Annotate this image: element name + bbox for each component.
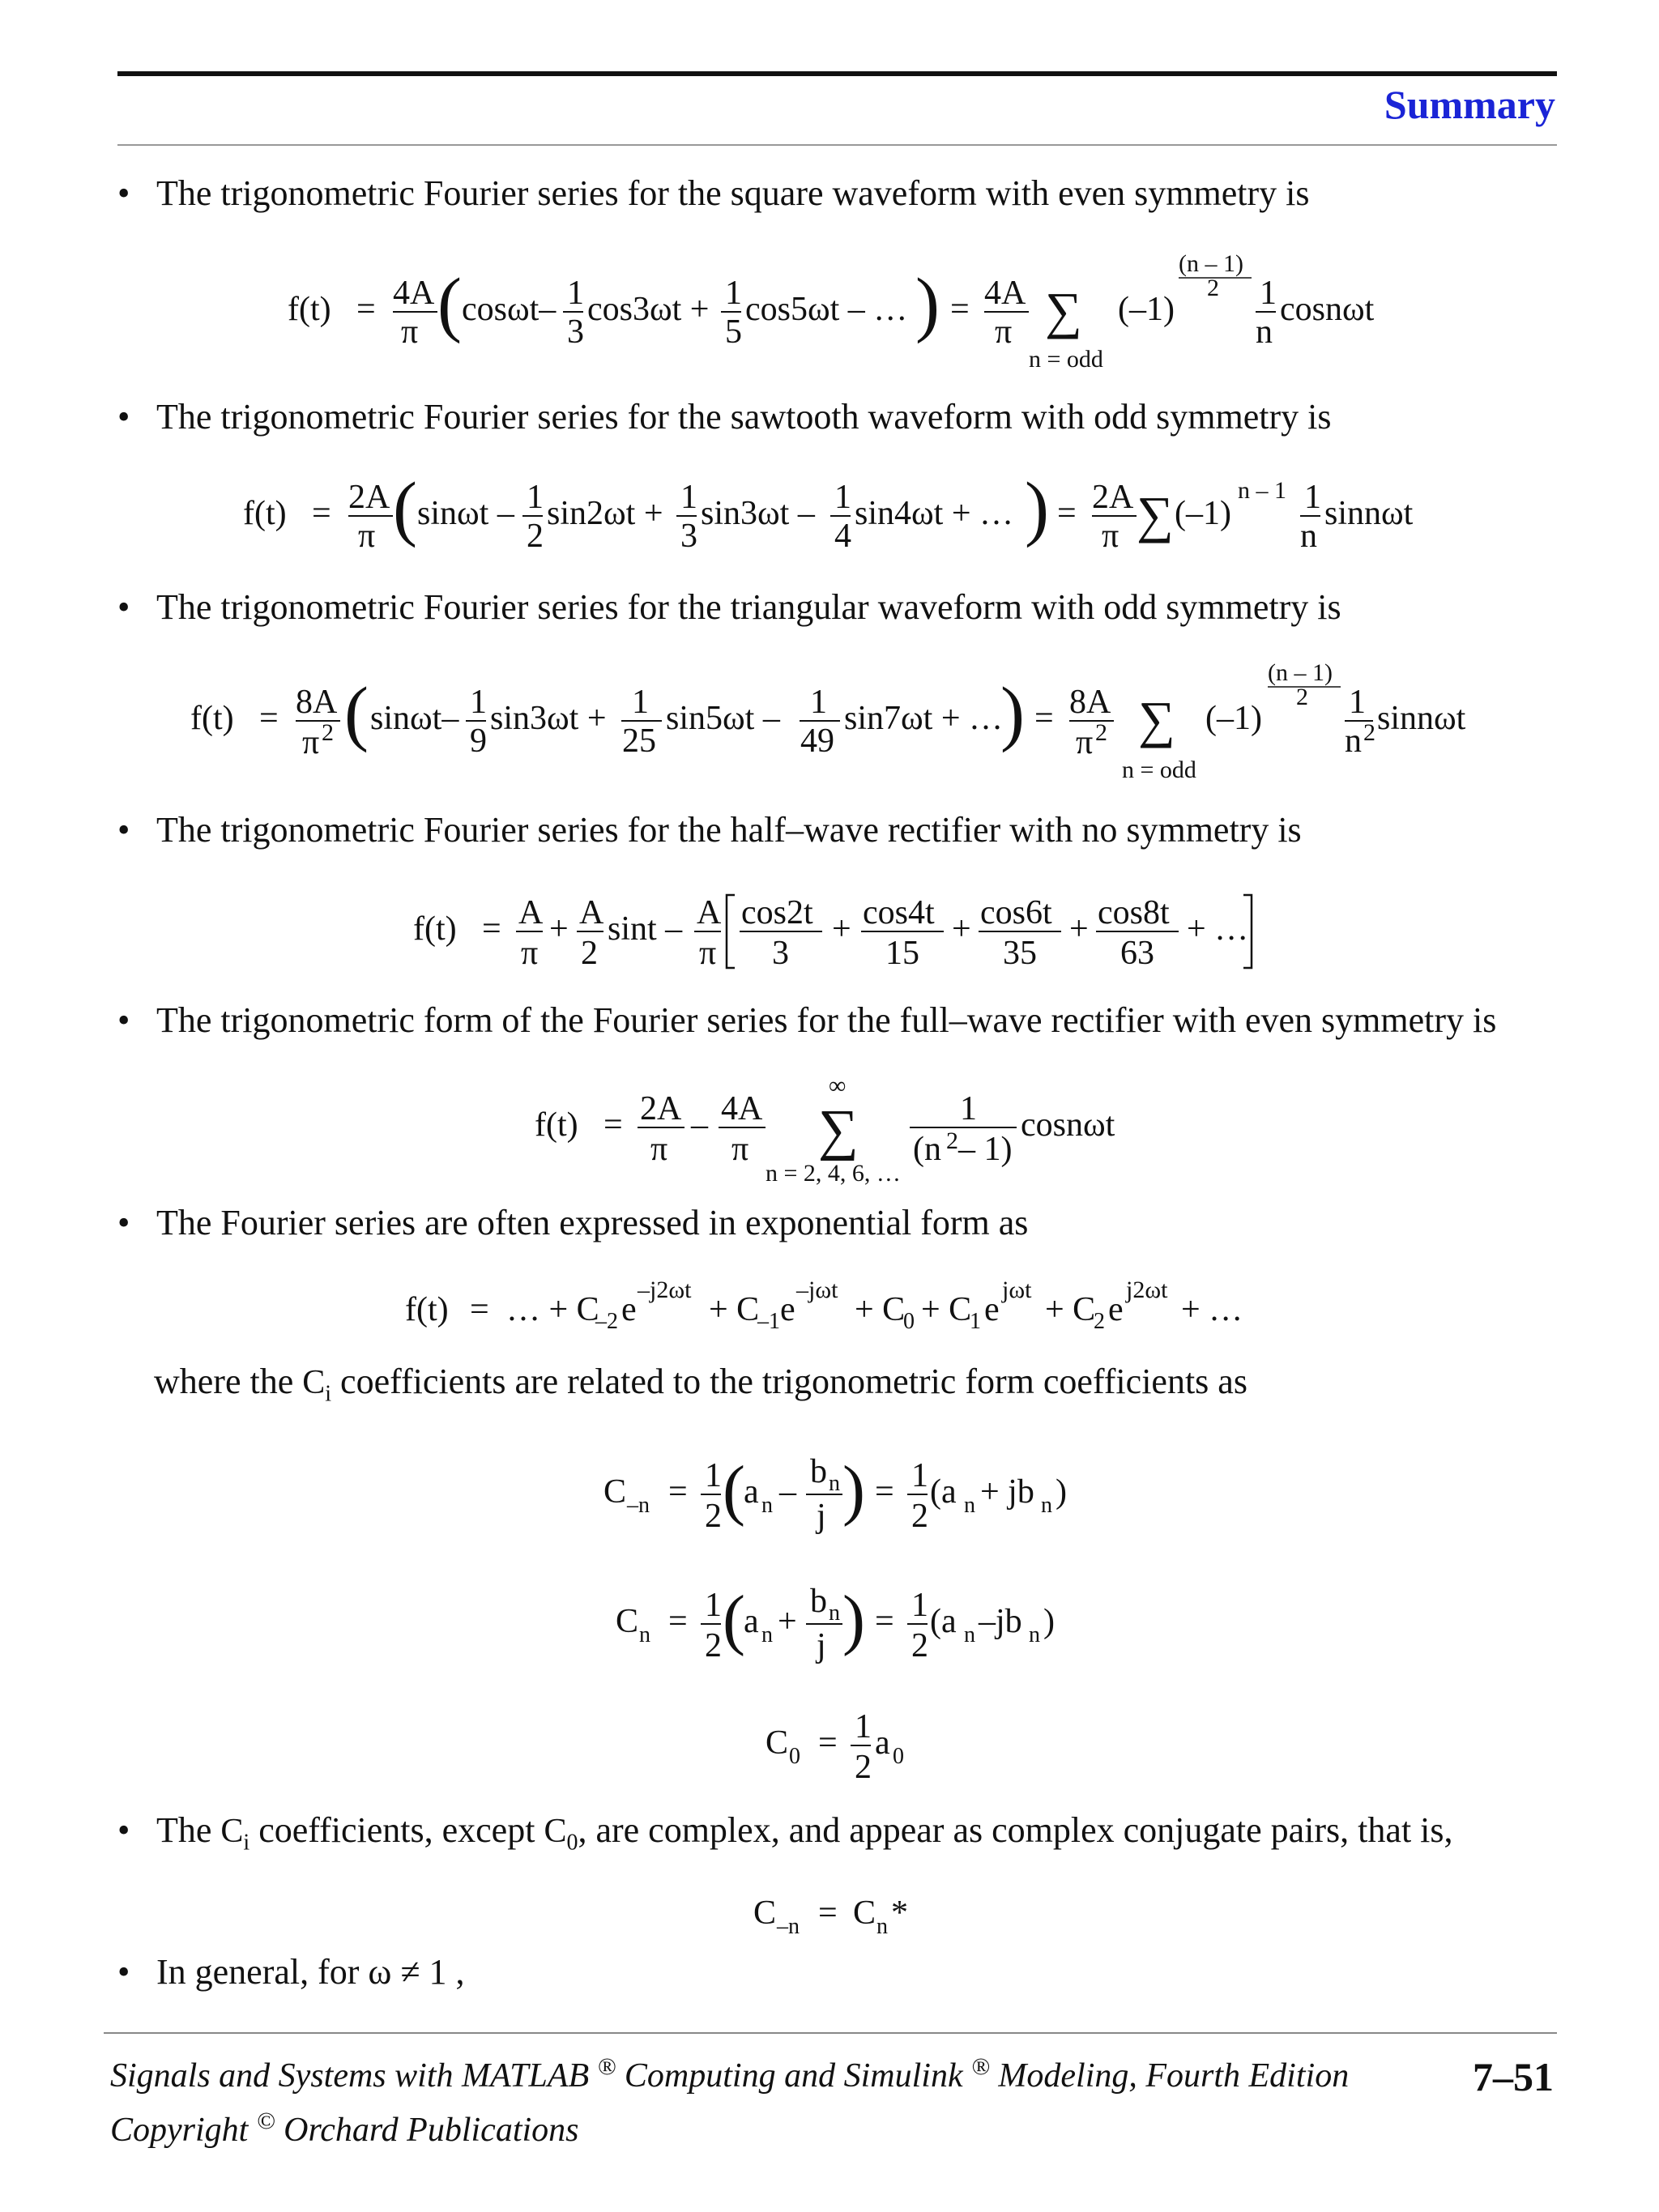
svg-text:–n: –n xyxy=(777,1914,800,1939)
svg-text:15: 15 xyxy=(885,935,919,972)
bullet-text xyxy=(156,1952,465,1993)
svg-text:sin3ωt –: sin3ωt – xyxy=(701,495,815,532)
svg-text:cos3ωt +: cos3ωt + xyxy=(587,291,710,328)
top-rule xyxy=(117,71,1557,76)
publisher-name: Orchard Publications xyxy=(284,2112,579,2149)
svg-text:+ C: + C xyxy=(855,1291,906,1328)
svg-text:=: = xyxy=(259,700,279,737)
svg-text:f(t): f(t) xyxy=(535,1106,578,1144)
svg-text:=: = xyxy=(875,1473,894,1511)
svg-text:π: π xyxy=(1076,724,1094,761)
svg-text:sin5ωt –: sin5ωt – xyxy=(666,700,780,737)
svg-text:A: A xyxy=(579,894,604,931)
svg-text:n: n xyxy=(639,1622,650,1647)
svg-text:n: n xyxy=(964,1622,975,1647)
omega-condition: ω ≠ 1 , xyxy=(368,1952,465,1992)
svg-text:(: ( xyxy=(437,264,462,344)
svg-text:cosnωt: cosnωt xyxy=(1021,1106,1115,1144)
svg-text:=: = xyxy=(668,1603,688,1640)
svg-text:π: π xyxy=(358,518,376,555)
footer-book-title xyxy=(110,2053,1349,2095)
svg-text:3: 3 xyxy=(680,518,697,555)
footer-title-part1: Signals and Systems with MATLAB xyxy=(110,2057,590,2095)
page-number: 7–51 xyxy=(1473,2054,1554,2099)
svg-text:1: 1 xyxy=(705,1587,722,1624)
svg-text:C: C xyxy=(853,1894,876,1932)
svg-text:1: 1 xyxy=(1349,684,1366,721)
svg-text:f(t): f(t) xyxy=(190,700,234,737)
svg-text:=: = xyxy=(818,1724,838,1762)
svg-text:(–1): (–1) xyxy=(1118,291,1175,328)
svg-text:35: 35 xyxy=(1003,935,1037,972)
svg-text:=: = xyxy=(875,1603,894,1640)
svg-text:∞: ∞ xyxy=(829,1077,847,1099)
svg-text:∑: ∑ xyxy=(1138,691,1175,748)
svg-text:A: A xyxy=(518,894,544,931)
svg-text:a: a xyxy=(875,1724,890,1762)
svg-text:j: j xyxy=(817,1498,826,1535)
svg-text:2: 2 xyxy=(322,719,334,746)
bullet-text: The trigonometric Fourier series for the half–wave rectifier with no symmetry is xyxy=(156,810,1302,850)
registered-icon: ® xyxy=(971,2053,990,2080)
svg-text:25: 25 xyxy=(622,722,656,760)
svg-text:a: a xyxy=(744,1473,759,1511)
svg-text:C: C xyxy=(616,1603,639,1640)
equation-square-wave xyxy=(267,247,1426,385)
svg-text:): ) xyxy=(915,264,940,344)
svg-text:–: – xyxy=(691,1106,708,1144)
svg-text:e: e xyxy=(780,1291,795,1328)
section-title: Summary xyxy=(1384,82,1555,127)
bullet-text: The trigonometric Fourier series for the square waveform with even symmetry is xyxy=(156,173,1310,213)
svg-text:cosωt–: cosωt– xyxy=(462,291,557,328)
footer-copyright xyxy=(110,2108,579,2150)
svg-text:2: 2 xyxy=(1094,1309,1105,1334)
footer-title-part3: Modeling, Fourth Edition xyxy=(998,2057,1350,2095)
svg-text:–2: –2 xyxy=(595,1309,618,1334)
svg-text:+: + xyxy=(549,910,569,948)
svg-text:1: 1 xyxy=(970,1309,981,1334)
svg-text:π: π xyxy=(995,313,1013,351)
svg-text:1: 1 xyxy=(855,1708,872,1745)
equation-conjugate xyxy=(749,1883,936,1948)
svg-text:n = odd: n = odd xyxy=(1029,346,1103,373)
header-divider xyxy=(117,144,1557,146)
svg-text:n – 1: n – 1 xyxy=(1238,477,1286,504)
svg-text:1: 1 xyxy=(1304,479,1321,516)
svg-text:C: C xyxy=(603,1473,627,1511)
svg-text:(: ( xyxy=(393,468,417,548)
svg-text:63: 63 xyxy=(1120,935,1154,972)
svg-text:n = 2, 4, 6, …: n = 2, 4, 6, … xyxy=(766,1160,901,1187)
svg-text:π: π xyxy=(699,935,717,972)
copyright-icon: © xyxy=(256,2108,275,2134)
svg-text:n: n xyxy=(1300,518,1317,555)
svg-text:cos5ωt – …: cos5ωt – … xyxy=(745,291,908,328)
svg-text:2: 2 xyxy=(1207,275,1219,301)
svg-text:2: 2 xyxy=(705,1498,722,1535)
svg-text:n = odd: n = odd xyxy=(1122,757,1196,783)
svg-text:–jωt: –jωt xyxy=(796,1276,838,1303)
svg-text:∑: ∑ xyxy=(1137,486,1174,543)
svg-text:f(t): f(t) xyxy=(413,910,457,948)
svg-text:sin3ωt +: sin3ωt + xyxy=(490,700,607,737)
svg-text:b: b xyxy=(810,1453,827,1490)
svg-text:0: 0 xyxy=(893,1744,904,1769)
svg-text:π: π xyxy=(521,935,539,972)
svg-text:n: n xyxy=(829,1471,840,1496)
svg-text:=: = xyxy=(482,910,501,948)
svg-text:*: * xyxy=(891,1894,908,1932)
svg-text:∑: ∑ xyxy=(1045,282,1082,339)
svg-text:1: 1 xyxy=(632,684,649,721)
bullet-icon: • xyxy=(117,587,130,627)
svg-text:=: = xyxy=(950,291,970,328)
svg-text:4A: 4A xyxy=(721,1090,763,1127)
svg-text:n: n xyxy=(876,1914,888,1939)
svg-text:C: C xyxy=(753,1894,777,1932)
svg-text:=: = xyxy=(356,291,376,328)
svg-text:1: 1 xyxy=(567,275,584,312)
svg-text:–j2ωt: –j2ωt xyxy=(638,1276,692,1303)
bullet-icon: • xyxy=(117,1000,130,1040)
equation-sawtooth-wave xyxy=(235,466,1450,563)
svg-text:(n – 1): (n – 1) xyxy=(1268,659,1333,686)
svg-text:4A: 4A xyxy=(984,275,1026,312)
svg-text:1: 1 xyxy=(911,1587,928,1624)
svg-text:2: 2 xyxy=(1296,684,1308,710)
svg-text:2A: 2A xyxy=(640,1090,682,1127)
equation-triangular-wave xyxy=(182,656,1495,794)
bullet-icon: • xyxy=(117,1203,130,1242)
svg-text:n: n xyxy=(761,1622,773,1647)
svg-text:): ) xyxy=(842,1452,865,1528)
svg-text:j: j xyxy=(817,1627,826,1664)
svg-text:1: 1 xyxy=(470,684,487,721)
svg-text:(–1): (–1) xyxy=(1205,700,1262,737)
svg-text:sinnωt: sinnωt xyxy=(1377,700,1466,737)
svg-text:f(t): f(t) xyxy=(288,291,331,328)
svg-text:π: π xyxy=(1102,518,1120,555)
svg-text:a: a xyxy=(744,1603,759,1640)
svg-text:=: = xyxy=(668,1473,688,1511)
svg-text:2: 2 xyxy=(911,1498,928,1535)
svg-text:cosnωt: cosnωt xyxy=(1280,291,1375,328)
svg-text:π: π xyxy=(401,313,419,351)
svg-text:+ C: + C xyxy=(709,1291,760,1328)
svg-text:A: A xyxy=(697,894,722,931)
svg-text:=: = xyxy=(470,1291,489,1328)
svg-text:): ) xyxy=(1056,1473,1067,1511)
equation-c-minus-n xyxy=(599,1446,1102,1551)
equation-full-wave-rectifier xyxy=(531,1077,1146,1199)
svg-text:2: 2 xyxy=(1095,719,1107,746)
svg-text:1: 1 xyxy=(725,275,742,312)
svg-text:(: ( xyxy=(723,1452,745,1528)
svg-text:sin4ωt + …: sin4ωt + … xyxy=(855,495,1014,532)
coefficients-except: coefficients, except xyxy=(258,1810,535,1850)
svg-text:f(t): f(t) xyxy=(405,1291,449,1328)
copyright-label: Copyright xyxy=(110,2112,249,2149)
svg-text:n: n xyxy=(1029,1622,1040,1647)
svg-text:–jb: –jb xyxy=(979,1603,1022,1640)
svg-text:∑: ∑ xyxy=(818,1099,859,1161)
svg-text:0: 0 xyxy=(903,1309,915,1334)
in-general-text: In general, for xyxy=(156,1952,360,1992)
svg-text:C: C xyxy=(766,1724,789,1762)
svg-text:(: ( xyxy=(344,673,369,753)
svg-text:–n: –n xyxy=(627,1493,650,1518)
svg-text:+: + xyxy=(778,1603,797,1640)
where-prefix: where the xyxy=(154,1362,294,1401)
svg-text:49: 49 xyxy=(800,722,834,760)
svg-text:sint –: sint – xyxy=(608,910,683,948)
svg-text:– 1): – 1) xyxy=(958,1131,1013,1168)
svg-text:+ …: + … xyxy=(1181,1291,1243,1328)
svg-text:): ) xyxy=(1043,1603,1055,1640)
svg-text:(n: (n xyxy=(913,1131,941,1168)
svg-text:π: π xyxy=(302,724,320,761)
svg-text:1: 1 xyxy=(705,1457,722,1494)
svg-text:n: n xyxy=(1345,722,1362,760)
svg-text:e: e xyxy=(984,1291,1000,1328)
footer-title-part2: Computing and Simulink xyxy=(624,2057,963,2095)
svg-text:0: 0 xyxy=(789,1744,800,1769)
svg-text:+: + xyxy=(1069,910,1089,948)
svg-text:2: 2 xyxy=(581,935,598,972)
svg-text:): ) xyxy=(1025,468,1049,548)
svg-text:2: 2 xyxy=(705,1627,722,1664)
svg-text:5: 5 xyxy=(725,313,742,351)
svg-text:4A: 4A xyxy=(393,275,435,312)
bullet-text: The Fourier series are often expressed in exponential form as xyxy=(156,1203,1029,1242)
svg-text:1: 1 xyxy=(680,479,697,516)
bullet-text: The trigonometric Fourier series for the sawtooth waveform with odd symmetry is xyxy=(156,397,1332,437)
svg-text:e: e xyxy=(1108,1291,1124,1328)
svg-text:+ jb: + jb xyxy=(980,1473,1034,1511)
svg-text:sinωt–: sinωt– xyxy=(370,700,459,737)
svg-text:–: – xyxy=(779,1473,796,1511)
svg-text:1: 1 xyxy=(527,479,544,516)
svg-text:8A: 8A xyxy=(296,684,338,721)
bullet-text: The trigonometric Fourier series for the triangular waveform with odd symmetry is xyxy=(156,587,1341,627)
svg-text:sinωt –: sinωt – xyxy=(417,495,514,532)
svg-text:2: 2 xyxy=(1363,719,1375,746)
svg-text:3: 3 xyxy=(772,935,789,972)
svg-text:): ) xyxy=(842,1582,865,1657)
svg-text:2: 2 xyxy=(911,1627,928,1664)
svg-text:(a: (a xyxy=(930,1473,957,1511)
svg-text:f(t): f(t) xyxy=(243,495,287,532)
svg-text:=: = xyxy=(603,1106,623,1144)
bullet-icon: • xyxy=(117,173,130,213)
svg-text:1: 1 xyxy=(1260,275,1277,312)
equation-c-n xyxy=(612,1575,1098,1681)
svg-text:1: 1 xyxy=(960,1090,977,1127)
svg-text:+ C: + C xyxy=(921,1291,972,1328)
svg-text:4: 4 xyxy=(834,518,851,555)
svg-text:9: 9 xyxy=(470,722,487,760)
svg-text:sin2ωt +: sin2ωt + xyxy=(547,495,663,532)
svg-text:=: = xyxy=(312,495,331,532)
svg-text:(a: (a xyxy=(930,1603,957,1640)
svg-text:n: n xyxy=(964,1493,975,1518)
bullet-icon: • xyxy=(117,810,130,850)
svg-text:b: b xyxy=(810,1583,827,1620)
svg-text:=: = xyxy=(1034,700,1054,737)
svg-text:n: n xyxy=(761,1493,773,1518)
svg-text:jωt: jωt xyxy=(1002,1276,1032,1303)
svg-text:cos2t: cos2t xyxy=(741,894,813,931)
svg-text:sinnωt: sinnωt xyxy=(1324,495,1414,532)
svg-text:… + C: … + C xyxy=(506,1291,599,1328)
svg-text:(–1): (–1) xyxy=(1175,495,1231,532)
svg-text:–1: –1 xyxy=(757,1309,780,1334)
svg-text:e: e xyxy=(621,1291,637,1328)
svg-text:π: π xyxy=(731,1131,749,1168)
svg-text:=: = xyxy=(818,1894,838,1932)
svg-text:2: 2 xyxy=(527,518,544,555)
bullet-icon: • xyxy=(117,1952,130,1992)
svg-text:cos4t: cos4t xyxy=(863,894,935,931)
the-word: The xyxy=(156,1810,212,1850)
svg-text:+ C: + C xyxy=(1045,1291,1096,1328)
svg-text:sin7ωt + …: sin7ωt + … xyxy=(844,700,1004,737)
equation-half-wave-rectifier xyxy=(409,883,1284,980)
svg-text:j2ωt: j2ωt xyxy=(1126,1276,1168,1303)
svg-text:1: 1 xyxy=(911,1457,928,1494)
svg-text:(: ( xyxy=(723,1582,745,1657)
svg-text:+ …: + … xyxy=(1187,910,1249,948)
svg-text:): ) xyxy=(1000,673,1025,753)
bullet-icon: • xyxy=(117,1810,130,1850)
svg-text:(n – 1): (n – 1) xyxy=(1179,250,1243,277)
bullet-text: The trigonometric form of the Fourier series for the full–wave rectifier with even symmetry is xyxy=(156,1000,1497,1040)
complex-suffix: , are complex, and appear as complex conjugate pairs, that is, xyxy=(578,1810,1453,1850)
svg-text:+: + xyxy=(832,910,851,948)
svg-text:2: 2 xyxy=(946,1127,958,1154)
svg-text:2A: 2A xyxy=(1092,479,1134,516)
svg-text:n: n xyxy=(1041,1493,1052,1518)
footer-divider xyxy=(104,2032,1557,2034)
svg-text:+: + xyxy=(952,910,971,948)
svg-text:8A: 8A xyxy=(1069,684,1111,721)
svg-text:1: 1 xyxy=(834,479,851,516)
svg-text:2: 2 xyxy=(855,1749,872,1786)
svg-text:cos6t: cos6t xyxy=(980,894,1052,931)
where-clause: where the $C_i$ coefficients are related to the trigonometric form coefficients as xyxy=(154,1362,1247,1407)
equation-exponential-form xyxy=(401,1272,1292,1345)
registered-icon: ® xyxy=(597,2053,616,2080)
svg-text:1: 1 xyxy=(810,684,827,721)
svg-text:3: 3 xyxy=(567,313,584,351)
bullet-icon: • xyxy=(117,397,130,437)
bullet-text: The $C_i$ coefficients, except $C_0$, are complex, and appear as complex conjugate pairs, that is, xyxy=(156,1810,1453,1856)
equation-c-zero xyxy=(761,1701,956,1798)
svg-text:=: = xyxy=(1057,495,1077,532)
svg-text:n: n xyxy=(1256,313,1273,351)
svg-text:cos8t: cos8t xyxy=(1098,894,1170,931)
svg-text:n: n xyxy=(829,1600,840,1626)
where-suffix: coefficients are related to the trigonometric form coefficients as xyxy=(340,1362,1247,1401)
svg-text:π: π xyxy=(650,1131,668,1168)
svg-text:2A: 2A xyxy=(348,479,390,516)
